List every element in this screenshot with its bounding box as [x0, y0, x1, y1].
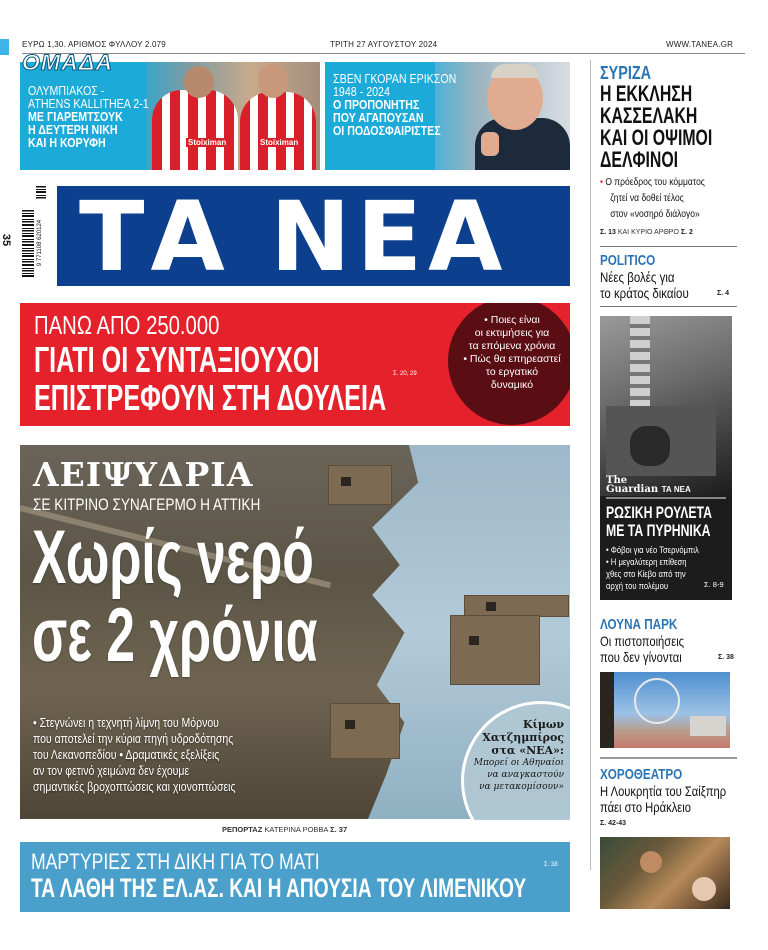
tent — [690, 716, 726, 736]
story-text: Νέες βολές για το κράτος δικαίου — [600, 269, 689, 301]
story-mati-trial[interactable] — [20, 842, 570, 912]
story-pensioners[interactable] — [20, 303, 570, 426]
barcode — [22, 186, 48, 286]
story-bullets-circle: • Ποιες είναι οι εκτιμήσεις για τα επόμενα χρόνια • Πώς θα επηρεαστεί το εργατικό δυναμικό — [448, 303, 570, 425]
edition-number: 35 — [0, 233, 13, 247]
sidebar-story-syriza[interactable]: ΣΥΡΙΖΑ Η ΕΚΚΛΗΣΗ ΚΑΣΣΕΛΑΚΗ ΚΑΙ ΟΙ ΟΨΙΜΟΙ ΔΕΛΦΙΝΟΙ • Ο πρόεδρος του κόμματος ζητεί να δοθεί τέλος στον «νοσηρό διάλογο» Σ. 13 ΚΑΙ ΚΥΡΙΟ ΑΡΘΡΟ Σ. 2 — [600, 63, 756, 236]
lucretia-painting — [600, 837, 730, 909]
sidebar-story-luna-park[interactable]: ΛΟΥΝΑ ΠΑΡΚ Οι πιστοποιήσεις που δεν γίνονται Σ. 38 — [600, 616, 740, 665]
issue-info-bar — [0, 36, 768, 56]
story-headline: ΤΑ ΛΑΘΗ ΤΗΣ ΕΛ.ΑΣ. ΚΑΙ Η ΑΠΟΥΣΙΑ ΤΟΥ ΛΙΜΕΝΙΚΟΥ — [31, 873, 527, 903]
reactor-hole — [630, 426, 670, 466]
ruin-building — [450, 615, 540, 685]
story-headline: Χωρίς νερό σε 2 χρόνια — [32, 515, 318, 678]
chernobyl-photo — [600, 316, 732, 496]
ruin-building — [330, 703, 400, 759]
sidebar-story-politico[interactable]: POLITICO Νέες βολές για το κράτος δικαίου Σ. 4 — [600, 252, 740, 301]
issue-date: ΤΡΙΤΗ 27 ΑΥΓΟΥΣΤΟΥ 2024 — [330, 40, 438, 49]
divider — [600, 757, 737, 759]
story-kicker: ΜΑΡΤΥΡΙΕΣ ΣΤΗ ΔΙΚΗ ΓΙΑ ΤΟ ΜΑΤΙ — [31, 849, 320, 874]
divider — [22, 53, 745, 54]
column-divider — [590, 60, 591, 870]
page-ref: Σ. 20, 29 — [393, 371, 417, 377]
teaser-text: ΟΛΥΜΠΙΑΚΟΣ - ATHENS KALLITHEA 2-1 ΜΕ ΓΙΑΡΕΜΤΣΟΥΚ Η ΔΕΥΤΕΡΗ ΝΙΚΗ ΚΑΙ Η ΚΟΡΥΦΗ — [28, 83, 149, 150]
player-head-left — [184, 66, 214, 98]
photo-shadow — [600, 672, 614, 748]
barcode-digits: 9 771108 620124 — [37, 219, 43, 267]
page-ref: Σ. 42-43 — [600, 820, 626, 827]
sidebar-story-dance-theatre[interactable]: ΧΟΡΟΘΕΑΤΡΟ Η Λουκρητία του Σαίξπηρ πάει στο Ηράκλειο Σ. 42-43 — [600, 766, 750, 827]
page-ref: Σ. 38 — [544, 862, 558, 868]
ruin-building — [328, 465, 392, 505]
jersey-sponsor: Stoiximan — [188, 138, 227, 147]
divider — [606, 497, 726, 499]
story-subkicker: ΣΕ ΚΙΤΡΙΝΟ ΣΥΝΑΓΕΡΜΟ Η ΑΤΤΙΚΗ — [33, 495, 261, 514]
story-body: • Στεγνώνει η τεχνητή λίμνη του Μόρνου που αποτελεί την κύρια πηγή υδροδότησης του Λεκανοπεδίου • Δραματικές εξελίξεις αν τον φετινό χειμώνα δεν έχουμε σημαντικές βροχοπτώσεις και χιονοπτώσεις — [33, 716, 236, 794]
painting-figure — [692, 877, 716, 901]
player-jersey-right — [240, 92, 316, 170]
ferris-wheel-photo — [600, 672, 730, 748]
bullet: • — [600, 177, 606, 188]
coach-hair — [491, 64, 539, 78]
story-text: Οι πιστοποιήσεις που δεν γίνονται — [600, 633, 685, 665]
sidebar-story-guardian[interactable] — [600, 316, 732, 600]
player-head-right — [258, 64, 288, 98]
guardian-logo: The Guardian ΤΑ ΝΕΑ — [606, 475, 691, 495]
divider — [600, 246, 737, 247]
masthead[interactable] — [57, 186, 570, 286]
ruin-building — [464, 595, 569, 617]
price-issue: ΕΥΡΩ 1,30. ΑΡΙΘΜΟΣ ΦΥΛΛΟΥ 2.079 — [22, 40, 166, 49]
story-headline: ΓΙΑΤΙ ΟΙ ΣΥΝΤΑΞΙΟΥΧΟΙ ΕΠΙΣΤΡΕΦΟΥΝ ΣΤΗ ΔΟΥΛΕΙΑ — [34, 339, 387, 418]
divider — [600, 306, 737, 307]
story-body: • Φόβοι για νέο Τσερνόμπιλ • Η μεγαλύτερη επίθεση χθες στο Κίεβο από την αρχή του πολέμου — [606, 545, 699, 591]
ferris-wheel — [634, 678, 680, 724]
website-link[interactable]: WWW.TANEA.GR — [666, 40, 734, 49]
story-headline: ΡΩΣΙΚΗ ΡΟΥΛΕΤΑ ΜΕ ΤΑ ΠΥΡΗΝΙΚΑ — [606, 503, 712, 540]
page-ref: Σ. 8-9 — [704, 580, 724, 589]
sidebar — [590, 60, 768, 950]
quote-text: Κίμων Χατζημπίρος στα «ΝΕΑ»: Μπορεί οι Αθηναίοι να αναγκαστούν να μετακομίσουν» — [473, 718, 564, 792]
story-kicker: ΛΕΙΨΥΔΡΙΑ — [33, 455, 254, 494]
cyan-marker — [0, 39, 9, 55]
teaser-olympiakos[interactable] — [20, 62, 320, 170]
story-body: • Ο πρόεδρος του κόμματος ζητεί να δοθεί τέλος στον «νοσηρό διάλογο» — [600, 177, 705, 220]
story-headline: Η ΕΚΚΛΗΣΗ ΚΑΣΣΕΛΑΚΗ ΚΑΙ ΟΙ ΟΨΙΜΟΙ ΔΕΛΦΙΝΟΙ — [600, 81, 713, 172]
story-text: Η Λουκρητία του Σαίξπηρ πάει στο Ηράκλειο — [600, 783, 727, 815]
section-logo-omada: ΟΜΑΔΑ — [21, 50, 114, 75]
thumbs-up — [481, 132, 499, 156]
story-credit: ΡΕΠΟΡΤΑΖ ΚΑΤΕΡΙΝΑ ΡΟΒΒΑ Σ. 37 — [222, 825, 348, 834]
jersey-sponsor: Stoiximan — [260, 138, 299, 147]
quote-wrap — [440, 690, 570, 820]
teaser-text: ΣΒΕΝ ΓΚΟΡΑΝ ΕΡΙΚΣΟΝ 1948 - 2024 Ο ΠΡΟΠΟΝΗΤΗΣ ΠΟΥ ΑΓΑΠΟΥΣΑΝ ΟΙ ΠΟΔΟΣΦΑΙΡΙΣΤΕΣ — [333, 71, 457, 138]
story-kicker: ΠΑΝΩ ΑΠΟ 250.000 — [34, 310, 220, 340]
teaser-eriksson[interactable] — [325, 62, 570, 170]
page-ref: Σ. 13 ΚΑΙ ΚΥΡΙΟ ΑΡΘΡΟ Σ. 2 — [600, 229, 693, 236]
logo-ta-nea: ΤΑ ΝΕΑ — [79, 186, 509, 286]
painting-figure — [640, 851, 662, 873]
